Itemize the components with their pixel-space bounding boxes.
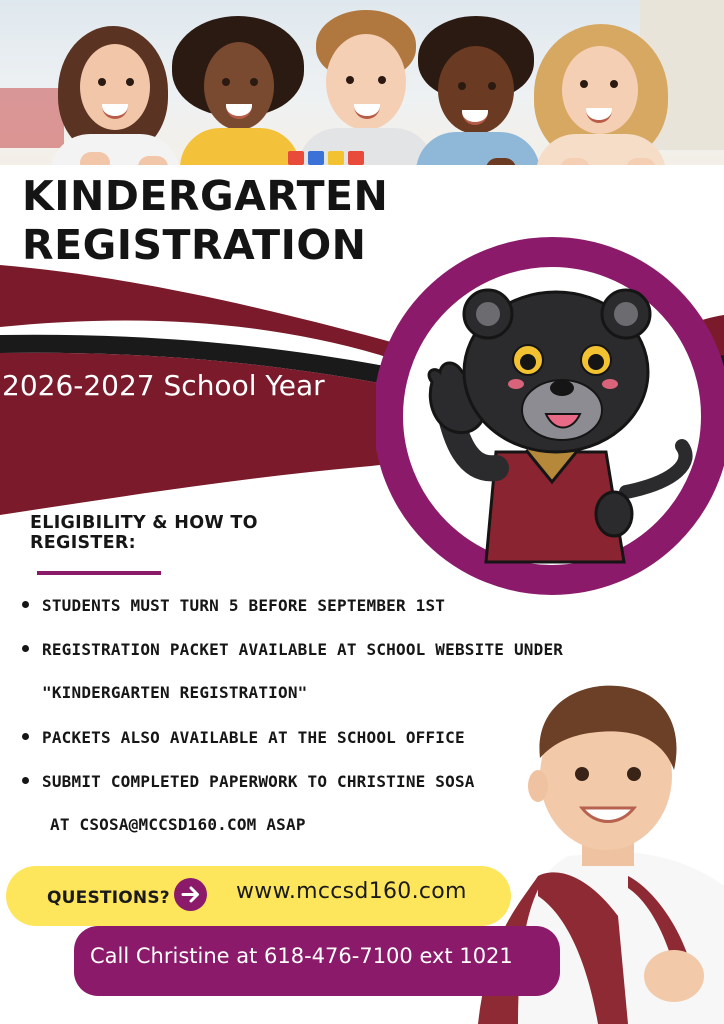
list-item-continuation: AT CSOSA@MCCSD160.COM ASAP — [50, 815, 306, 834]
website-link[interactable]: www.mccsd160.com — [236, 879, 467, 904]
panther-mascot-icon — [376, 232, 724, 602]
school-year: 2026-2027 School Year — [2, 369, 325, 402]
list-item-text: SUBMIT COMPLETED PAPERWORK TO CHRISTINE SOSA — [42, 772, 475, 791]
list-item — [20, 592, 563, 636]
child-photo-2 — [176, 16, 301, 172]
bullet-dot-icon — [22, 645, 29, 652]
child-photo-4 — [416, 16, 540, 172]
child-photo-3 — [298, 16, 434, 172]
list-item-continuation: "KINDERGARTEN REGISTRATION" — [42, 683, 308, 702]
children-photo — [0, 0, 724, 172]
phone-contact[interactable]: Call Christine at 618-476-7100 ext 1021 — [90, 944, 513, 968]
heading-underline — [37, 571, 161, 575]
child-photo-5 — [530, 16, 670, 172]
eligibility-heading: ELIGIBILITY & HOW TO REGISTER: — [30, 513, 258, 553]
bullet-dot-icon — [22, 601, 29, 608]
arrow-right-circle-icon — [174, 878, 207, 911]
title-line-2: REGISTRATION — [22, 221, 367, 269]
toy-blocks — [288, 150, 388, 166]
bullet-dot-icon — [22, 733, 29, 740]
child-photo-1 — [50, 16, 180, 172]
questions-label: QUESTIONS? — [47, 888, 170, 908]
list-item-text: REGISTRATION PACKET AVAILABLE AT SCHOOL WEBSITE UNDER — [42, 640, 564, 659]
list-item-text: STUDENTS MUST TURN 5 BEFORE SEPTEMBER 1ST — [42, 596, 446, 615]
bullet-dot-icon — [22, 777, 29, 784]
title-line-1: KINDERGARTEN — [22, 172, 389, 220]
list-item-text: PACKETS ALSO AVAILABLE AT THE SCHOOL OFFICE — [42, 728, 465, 747]
